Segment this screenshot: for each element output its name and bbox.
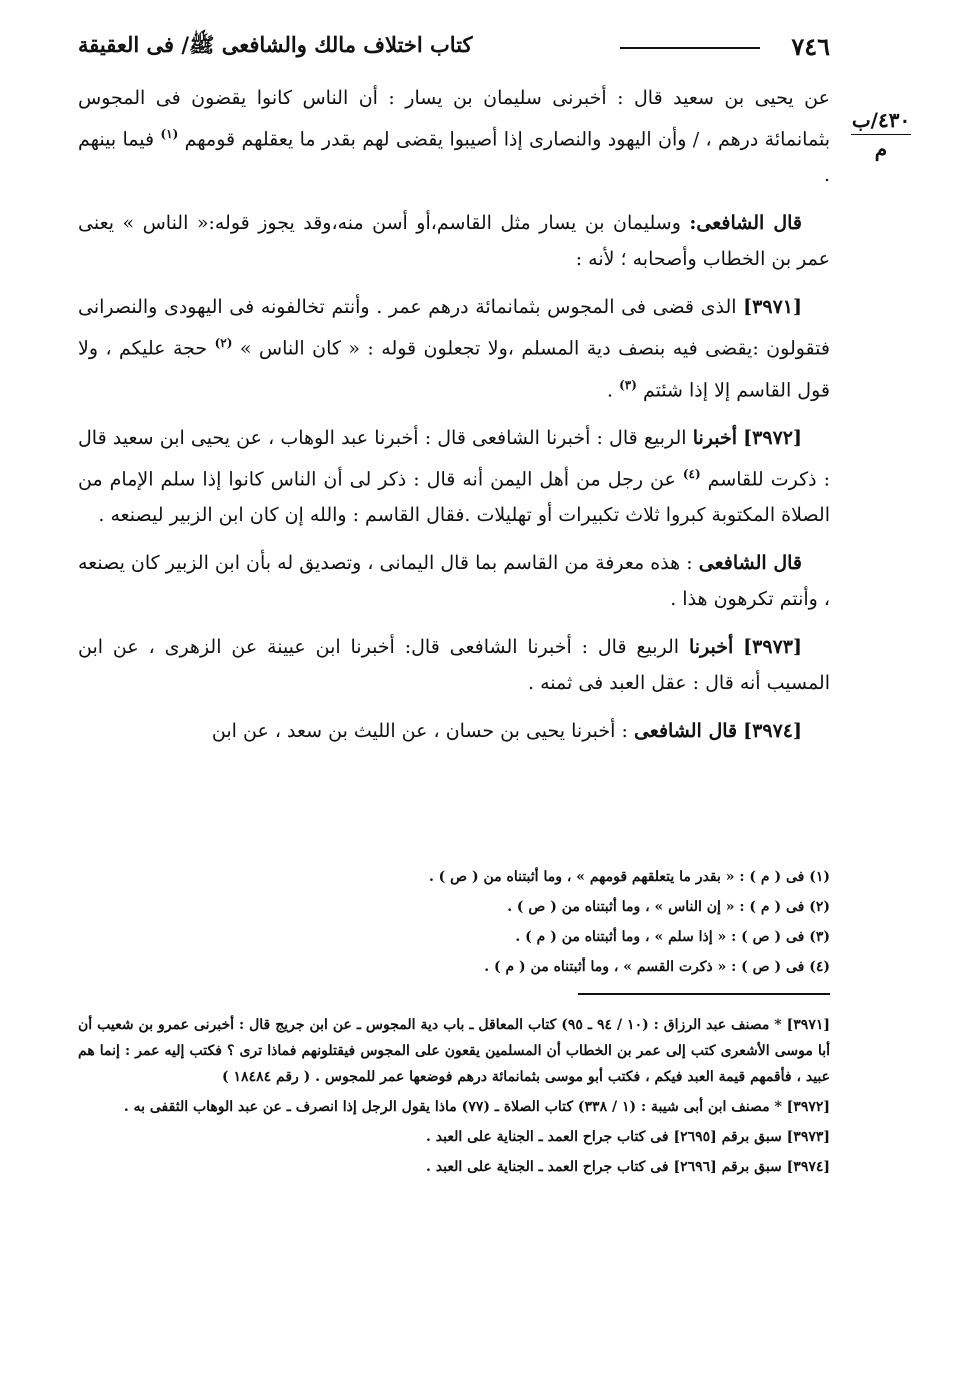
margin-rule [851,134,911,135]
paragraph-text: : هذه معرفة من القاسم بما قال اليمانى ، وتصديق له بأن ابن الزبير كان يصنعه ، وأنتم تكرهون هذا . [78,552,830,611]
paragraph-text: عن رجل من أهل اليمن أنه قال : ذكر لى أن الناس كانوا إذا سلم الإمام من الصلاة المكتوبة كبروا ثلاث تكبيرات أو تهليلات .فقال القاسم : والله إن كان ابن الزبير ليصنعه . [78,468,830,527]
paragraph-text: . [606,378,614,401]
reference-3973: [٣٩٧٣] سبق برقم [٢٦٩٥] فى كتاب جراح العمد ـ الجناية على العبد . [426,1129,830,1145]
paragraph-text: الربيع قال : أخبرنا الشافعى قال: أخبرنا ابن عيينة عن الزهرى ، عن ابن المسيب أنه قال : عقل العبد فى ثمنه . [78,636,830,695]
footnote-divider [578,993,830,995]
hadith-number: [٣٩٧٢] [743,426,802,449]
running-title: كتاب اختلاف مالك والشافعى ﷺ/ فى العقيقة [78,32,473,57]
paragraph-3972 [78,420,830,533]
narration-lead: أخبرنا [692,426,738,449]
paragraph-1 [78,80,830,193]
footnote-marker[interactable]: (٣) [619,377,637,392]
reference-3972: [٣٩٧٢] * مصنف ابن أبى شيبة : (١ / ٣٣٨) كتاب الصلاة ـ (٧٧) ماذا يقول الرجل إذا انصرف ـ عن عبد الوهاب الثقفى به . [123,1099,830,1115]
paragraph-text: حجة عليكم ، ولا قول القاسم إلا إذا شئتم [78,337,830,401]
reference-3974: [٣٩٧٤] سبق برقم [٢٦٩٦] فى كتاب جراح العمد ـ الجناية على العبد . [426,1159,830,1175]
paragraph-2 [78,205,830,277]
footnotes [300,862,830,982]
footnote-marker[interactable]: (٢) [214,336,233,351]
footnote-marker[interactable]: (٤) [682,466,701,481]
header-rule [620,47,760,49]
paragraph-text: : أخبرنا يحيى بن حسان ، عن الليث بن سعد ، عن ابن [211,720,628,743]
paragraph-3974 [78,713,830,749]
footnote-2: (٢) فى ( م ) : « إن الناس » ، وما أثبتناه من ( ص ) . [507,899,830,915]
page-number: ٧٤٦ [791,32,830,61]
speaker-label: قال الشافعى: [689,212,803,235]
paragraph-3973 [78,629,830,701]
paragraph-text: وسليمان بن يسار مثل القاسم،أو أسن منه،وقد يجوز قوله:« الناس » يعنى عمر بن الخطاب وأصحابه ؛ لأنه : [78,212,830,271]
paragraph-3971 [78,289,830,408]
paragraph-text: عن يحيى بن سعيد قال : أخبرنى سليمان بن يسار : أن الناس كانوا يقضون فى المجوس بثمانمائة درهم ، / وأن اليهود والنصارى إذا أصيبوا يقضى لهم بقدر ما يعقلهم قومهم [78,87,830,151]
hadith-number: [٣٩٧٣] [743,636,802,659]
main-text [78,80,830,761]
footnote-1: (١) فى ( م ) : « بقدر ما يتعلقهم قومهم » ، وما أثبتناه من ( ص ) . [428,869,830,885]
footnote-marker[interactable]: (١) [160,127,179,141]
footnote-3: (٣) فى ( ص ) : « إذا سلم » ، وما أثبتناه من ( م ) . [515,929,830,945]
footnote-4: (٤) فى ( ص ) : « ذكرت القسم » ، وما أثبتناه من ( م ) . [484,959,830,975]
paragraph-commentary [78,545,830,617]
speaker-label: قال الشافعى [633,720,738,743]
margin-reference [848,108,914,161]
narration-lead: أخبرنا [688,636,734,659]
page-header [78,30,830,66]
paragraph-text: الذى قضى فى المجوس بثمانمائة درهم عمر . وأنتم تخالفونه فى اليهودى والنصرانى فتقولون :يقضى فيه بنصف دية المسلم ،ولا تجعلون قوله : « كان الناس » [78,296,830,360]
hadith-number: [٣٩٧١] [743,296,802,319]
paragraph-text: فيما بينهم . [78,128,830,187]
margin-letter: م [874,137,888,161]
source-references [78,1012,830,1184]
margin-folio: ٤٣٠/ب [851,108,911,132]
speaker-label: قال الشافعى [698,552,803,575]
hadith-number: [٣٩٧٤] [743,720,802,743]
reference-3971: [٣٩٧١] * مصنف عبد الرزاق : (١٠ / ٩٤ ـ ٩٥) كتاب المعاقل ـ باب دية المجوس ـ عن ابن جريج قال : أخبرنى عمرو بن شعيب أن أبا موسى الأشعرى كتب إلى عمر بن الخطاب أن المسلمين يقعون على المجوس فيقتلونهم فماذا ترى ؟ فكتب إليه عمر : إنما هم عبيد ، فأقمهم قيمة العبد فيكم ، فكتب أبو موسى بثمانمائة درهم فوضعها عمر للمجوس . ( رقم ١٨٤٨٤ ) [78,1017,830,1085]
paragraph-text: الربيع قال : أخبرنا الشافعى قال : أخبرنا عبد الوهاب ، عن يحيى ابن سعيد قال : ذكرت للقاسم [78,426,831,491]
